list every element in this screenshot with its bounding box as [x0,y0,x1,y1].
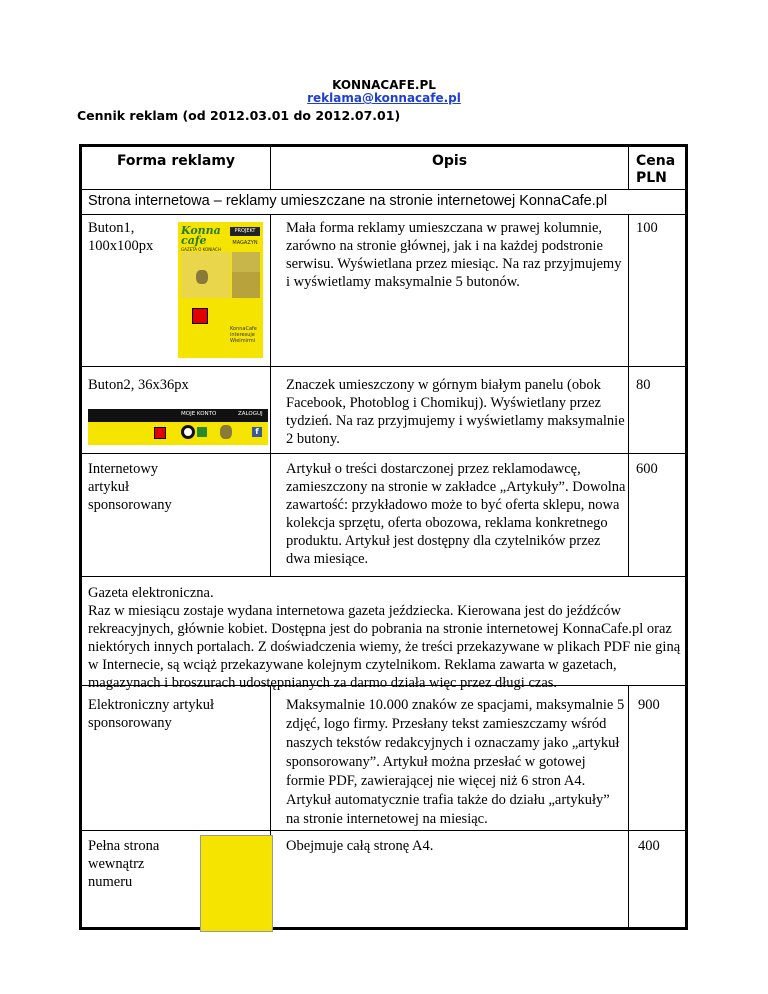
divider [270,214,271,577]
row-price: 100 [636,220,658,236]
zaloguj-label: ZALOGUJ [238,411,263,417]
divider [628,685,629,930]
site-title: KONNACAFE.PL [332,78,436,92]
row-price: 600 [636,461,658,477]
row-desc: Mała forma reklamy umieszczana w prawej kolumnie, zarówno na stronie głównej, jak i na każdej podstronie serwisu. Wyświetlana przez miesiąc. Na raz przyjmujemy i wyświetlamy maksymalnie 5 butonów. [286,220,622,290]
konnacafe-logo: Konna cafe [181,224,221,247]
red-sample-square [192,308,208,324]
photoblog-icon [197,427,207,437]
page-subtitle: Cennik reklam (od 2012.03.01 do 2012.07.01) [77,108,401,123]
row-name: Internetowy artykuł sponsorowany [88,461,172,513]
divider [82,366,685,367]
divider [628,147,629,190]
top-panel-bar [88,409,268,422]
field-grass [232,272,260,298]
divider [628,214,629,577]
price-table [79,144,688,930]
section-egazeta-title: Gazeta elektroniczna. [88,585,214,601]
divider [82,214,685,215]
row-desc: Obejmuje całą stronę A4. [286,838,434,854]
full-page-sample [200,835,273,932]
section-website: Strona internetowa – reklamy umieszczane na stronie internetowej KonnaCafe.pl [88,193,608,209]
logo-tagline: GAZETA O KONIACH [181,247,221,252]
section-egazeta-body: Raz w miesiącu zostaje wydana internetowa gazeta jeździecka. Kierowana jest do jeźdźców rekreacyjnych, głównie kobiet. Dostępna jest do pobrania na stronie internetowej KonnaCafe.pl oraz niektórych innych portalach. Z doświadczenia wiemy, że treści przekazywane w plikach PDF nie giną w Internecie, są wciąż przekazywane kolejnym czytelnikom. Reklama zawarta w gazetach, magazynach i broszurach udostępnianych za darmo działa więc przez długi czas. [88,603,681,691]
chomikuj-icon [181,425,195,439]
divider [82,453,685,454]
red-sample-square [154,427,166,439]
email-link[interactable]: reklama@konnacafe.pl [307,91,461,105]
row-price: 900 [638,697,660,713]
moje-konto-label: MOJE KONTO [181,411,217,417]
horse-icon [220,425,232,439]
projekt-tab: PROJEKT [230,227,260,236]
icons-panel [88,422,268,445]
facebook-icon: f [252,427,262,437]
col-header-desc: Opis [431,153,468,169]
divider [82,576,685,577]
col-header-form: Forma reklamy [116,153,236,169]
buton2-sample-image [88,409,268,445]
row-price: 400 [638,838,660,854]
buton1-sample-image [178,222,263,358]
row-desc: Maksymalnie 10.000 znaków ze spacjami, maksymalnie 5 zdjęć, logo firmy. Przesłany tekst zamieszczamy wśród naszych tekstów redakcyjnych i oznaczamy jako „artykuł sponsorowany”. Artykuł można przesłać w gotowej formie PDF, zawierającej nie więcej niż 6 stron A4. Artykuł automatycznie trafia także do działu „artykuły” na stronie internetowej na miesiąc. [286,697,625,827]
row-name: Buton1, 100x100px [88,220,154,254]
field-photo [232,252,260,298]
col-header-price: Cena PLN [636,153,676,186]
row-name: Elektroniczny artykuł sponsorowany [88,697,215,731]
row-desc: Artykuł o treści dostarczonej przez reklamodawcę, zamieszczony na stronie w zakładce „Artykuły”. Dowolna zawartość: przykładowo może to być oferta sklepu, nowa kolekcja sprzętu, oferta obozowa, reklama konkretnego produktu. Artykuł jest dostępny dla czytelników przez dwa miesiące. [286,461,626,567]
divider [82,830,685,831]
divider [82,189,685,190]
row-name: Pełna strona wewnątrz numeru [88,838,160,890]
row-name: Buton2, 36x36px [88,377,189,393]
horse-icon [196,270,208,284]
row-desc: Znaczek umieszczony w górnym białym panelu (obok Facebook, Photoblog i Chomikuj). Wyświetlany przez tydzień. Na raz przyjmujemy i wyświetlamy maksymalnie 2 butony. [286,377,625,447]
row-price: 80 [636,377,651,393]
magazyn-tab: MAGAZYN [232,240,258,246]
sample-caption: KonnaCafe interesuje Wielmirmi [230,326,257,344]
email-line [0,91,768,105]
horse-photo [181,252,231,298]
